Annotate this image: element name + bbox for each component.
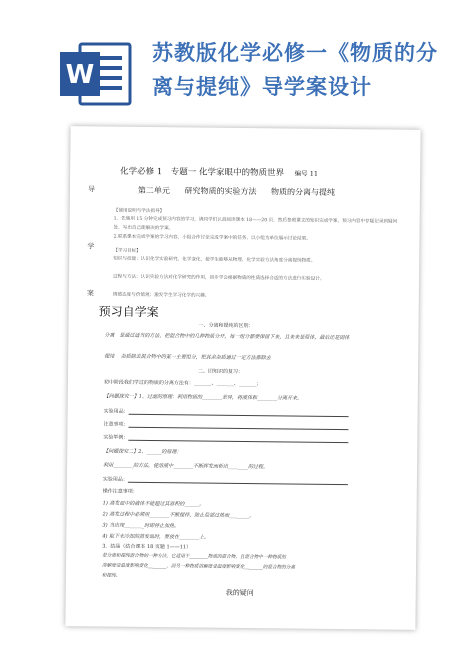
note-goal-process: 过程与方法：认识实验方法对化学研究的作用，初步学会根据物质的性质选择合适的方法进行实验设计。 [113, 274, 325, 282]
caution-item-4: 4) 取下未冷却的蒸发皿时，要放在________上。 [102, 533, 210, 541]
number-label: 编号 11 [294, 169, 319, 178]
course-header [120, 165, 318, 179]
section-title: 预习自学案 [98, 304, 159, 320]
inquiry-one-example: 实验举例： [103, 434, 403, 444]
inquiry-two-desc: 利用________的方法，使溶液中________不断挥发而析出________的过程。 [103, 462, 269, 471]
note-heading-usage: 【使用说明与学法指导】 [113, 208, 165, 215]
crystallization-desc-3: 和提纯。 [101, 573, 121, 579]
word-document-icon [58, 40, 134, 108]
crystallization-desc-1: 是分离和提纯混合物的一种方法，它适用于________物质的混合物，且混合物中一种物质的 [102, 553, 286, 561]
my-question-heading: 我的疑问 [225, 588, 254, 598]
subhead-distinction: 一、分离和提纯的区别： [198, 322, 254, 330]
note-item-1: 1．先集用 15 分钟完成预习内容的学习，请同学们认真阅读课本 18——20 页，然后参照课文的知识完成学案，预习内容中存疑记录到疑问处，写出自己能解决的学案。 [113, 216, 398, 232]
note-goal-attitude: 情感态度与价值观：激发学生学习化学的兴趣。 [112, 292, 210, 299]
unit-label: 第二单元 [137, 185, 171, 196]
note-goal-knowledge: 知识与技能：认识化学实验研究、化学变化，使学生能够从物理、化学实验方法角度分离提纯物质。 [113, 256, 316, 264]
word-logo-letter: W [65, 60, 95, 90]
header-banner [0, 0, 474, 128]
review-question: 初中阶段我们学过的物质的分离方法有：_______、_______、_______； [103, 379, 262, 388]
inquiry-two-title: 【问题探究二】2、______的原理： [103, 448, 182, 456]
note-item-2: 2.联系课本完成学案的学习内容，小组合作讨论完成学案中的任务，以小组为单位展示讨论结果。 [113, 234, 311, 242]
crystallization-title: 3．结晶（结合课本 18 页题 1——11） [102, 543, 192, 551]
caution-item-3: 3) 当出现________时即停止加热。 [102, 522, 180, 530]
lesson-title: 物质的分离与提纯 [270, 187, 336, 197]
inquiry-two-cautions: 操作注意事项： [102, 488, 138, 495]
caution-item-2: 2) 蒸发过程中必须用________不断搅拌，防止局部过热而________。 [102, 511, 255, 520]
note-heading-goals: 【学习目标】 [113, 248, 141, 254]
inquiry-two-materials: 实验用品： [103, 476, 403, 486]
unit-line [138, 185, 347, 198]
side-char-dao: 导 [87, 185, 96, 194]
document-sheet [65, 126, 420, 630]
definition-purification: 提纯 杂质除去混合物中的某一主要组分，把其余杂质通过一定方法都除去 [104, 353, 271, 362]
inquiry-one-notices: 注意事项： [103, 421, 403, 431]
inquiry-one-title: 【问题探究一】1、过滤的原理：利用物质的________差异，将液体和________分离开来。 [103, 393, 303, 402]
unit-topic: 研究物质的实验方法 [184, 186, 257, 197]
inquiry-one-materials: 实验用品： [104, 408, 404, 418]
caution-item-1: 1) 蒸发皿中的液体不能超过其容积的______。 [102, 500, 205, 508]
side-char-xue: 学 [87, 242, 95, 251]
crystallization-desc-2: 溶解度受温度影响变化________，而另一种物质溶解度受温度影响变化________的混合物的分离 [101, 563, 295, 571]
definition-separation: 分离 是通过适当的方法，把混合物中的几种物质分开，每一组分都要保留下来，且来来是原体，最后还是固体 [104, 332, 350, 342]
course-line: 化学必修 1 专题一 化学家眼中的物质世界 [120, 166, 285, 179]
page-title: 苏教版化学必修一《物质的分离与提纯》导学案设计 [152, 41, 438, 99]
review-heading: 二、旧知识的复习： [198, 368, 244, 376]
side-char-an: 案 [86, 289, 94, 298]
